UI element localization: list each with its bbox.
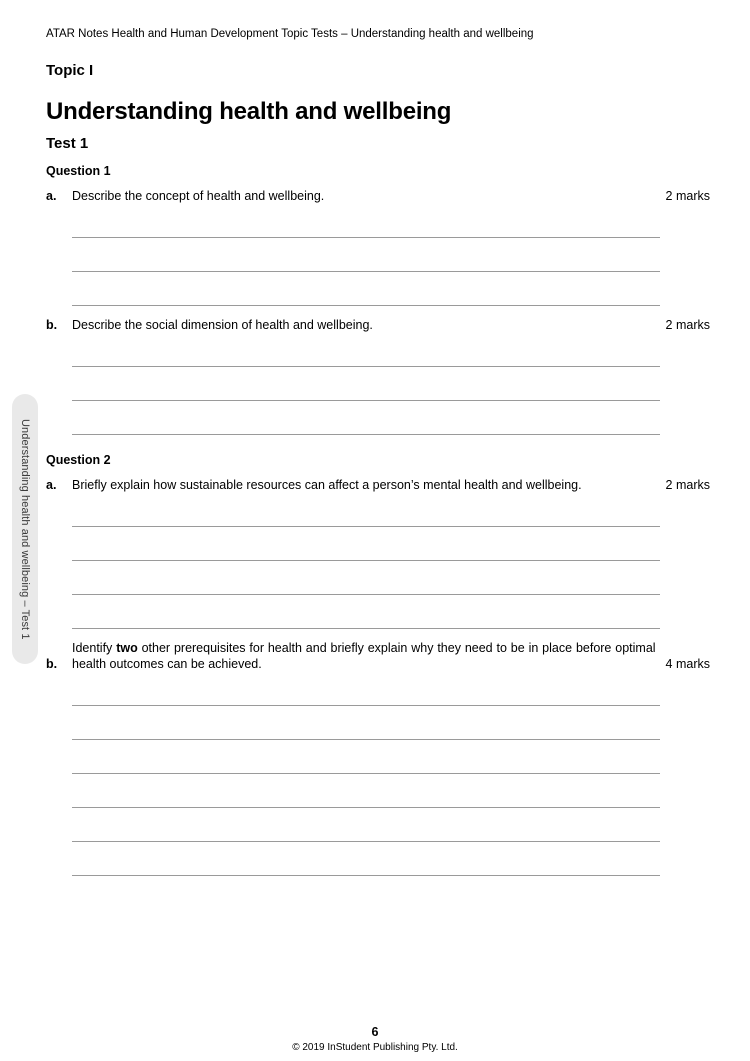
marks-label: 2 marks <box>665 189 710 203</box>
answer-line <box>72 400 660 401</box>
marks-label: 2 marks <box>665 318 710 332</box>
answer-line <box>72 434 660 435</box>
marks-label: 4 marks <box>665 657 710 671</box>
part-label: a. <box>46 189 57 203</box>
question-1a-row <box>46 188 710 204</box>
page-title: Understanding health and wellbeing <box>46 98 452 125</box>
answer-line <box>72 807 660 808</box>
question-2a-row <box>46 477 710 493</box>
part-label: b. <box>46 318 58 332</box>
part-text <box>72 640 666 672</box>
side-tab <box>12 394 38 664</box>
answer-line <box>72 705 660 706</box>
answer-line <box>72 628 660 629</box>
copyright-notice: © 2019 InStudent Publishing Pty. Ltd. <box>292 1042 458 1053</box>
part-text-segment: other prerequisites for health and briefly explain why they need to be in place before optimal health outcomes can be achieved. <box>72 641 656 671</box>
answer-line <box>72 237 660 238</box>
answer-line <box>72 739 660 740</box>
answer-line <box>72 773 660 774</box>
part-text-bold-word: two <box>116 641 138 655</box>
answer-line <box>72 875 660 876</box>
question-1a <box>46 188 710 306</box>
question-2b-row <box>46 640 710 672</box>
answer-line <box>72 594 660 595</box>
test-label: Test 1 <box>46 135 89 152</box>
part-text: Describe the concept of health and wellbeing. <box>72 189 325 203</box>
marks-label: 2 marks <box>665 478 710 492</box>
question-2-heading: Question 2 <box>46 453 111 467</box>
page-footer <box>0 1025 750 1054</box>
answer-line <box>72 841 660 842</box>
question-1b-row <box>46 317 710 333</box>
answer-line <box>72 366 660 367</box>
part-label: a. <box>46 478 57 492</box>
question-2b <box>46 640 710 876</box>
page-content <box>46 0 710 876</box>
side-tab-label: Understanding health and wellbeing – Test 1 <box>19 418 31 640</box>
topic-label: Topic I <box>46 62 94 79</box>
running-header: ATAR Notes Health and Human Development Topic Tests – Understanding health and wellbeing <box>46 28 534 40</box>
part-text-segment: Identify <box>72 641 117 655</box>
part-text: Briefly explain how sustainable resources can affect a person’s mental health and wellbeing. <box>72 478 582 492</box>
answer-line <box>72 305 660 306</box>
answer-line <box>72 271 660 272</box>
question-1-heading: Question 1 <box>46 164 111 178</box>
answer-line <box>72 560 660 561</box>
question-2a <box>46 477 710 629</box>
page-number: 6 <box>371 1025 379 1039</box>
answer-lines <box>46 366 710 435</box>
answer-lines <box>46 237 710 306</box>
question-1b <box>46 317 710 435</box>
part-label: b. <box>46 657 58 671</box>
part-text: Describe the social dimension of health and wellbeing. <box>72 318 373 332</box>
answer-lines <box>46 705 710 876</box>
answer-line <box>72 526 660 527</box>
answer-lines <box>46 526 710 629</box>
